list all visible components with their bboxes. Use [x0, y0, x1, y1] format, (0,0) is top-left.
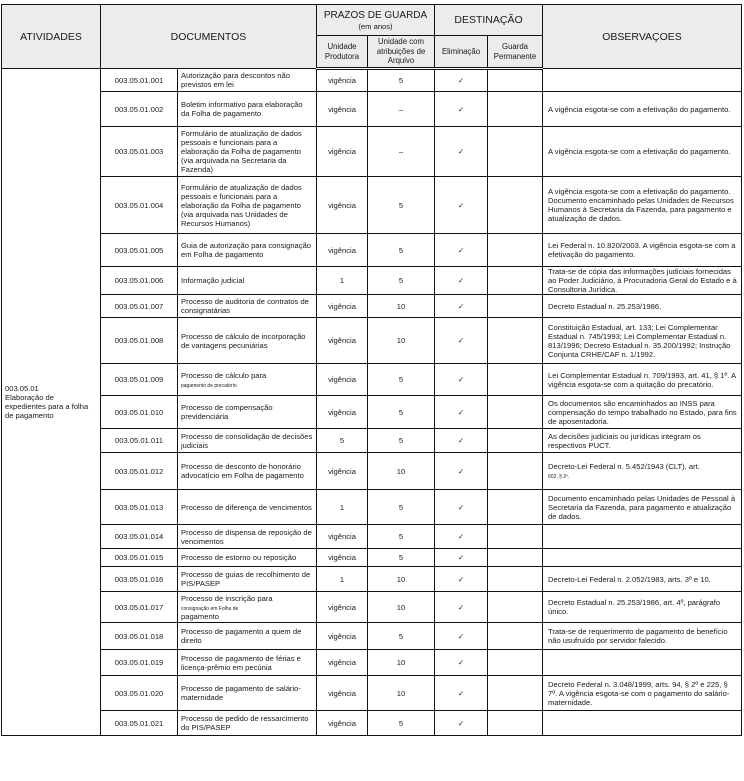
document-code: 003.05.01.021 [101, 711, 178, 736]
guarda-permanente [488, 396, 543, 429]
guarda-permanente [488, 177, 543, 234]
table-row [2, 429, 742, 453]
prazo-unidade-produtora: vigência [317, 676, 368, 711]
document-description [178, 623, 317, 650]
prazo-unidade-produtora: vigência [317, 592, 368, 623]
document-description [178, 177, 317, 234]
observacao [543, 429, 742, 453]
header-unidade-produtora: Unidade Produtora [317, 36, 368, 69]
check-icon-eliminacao: ✓ [435, 177, 488, 234]
observacao [543, 567, 742, 592]
observacao [543, 69, 742, 92]
observacao [543, 267, 742, 295]
guarda-permanente [488, 623, 543, 650]
activity-label: Elaboração de expedientes para a folha de pagamento [5, 393, 89, 420]
document-description [178, 711, 317, 736]
document-description-text: Processo de pagamento de salário-maternidade [181, 684, 301, 702]
document-description-small: pagamento de precatório [181, 382, 237, 389]
document-code: 003.05.01.007 [101, 295, 178, 318]
document-code: 003.05.01.011 [101, 429, 178, 453]
check-icon-eliminacao: ✓ [435, 396, 488, 429]
guarda-permanente [488, 127, 543, 177]
document-description-text: Processo de desconto de honorário advocatício em Folha de pagamento [181, 462, 304, 480]
table-header [2, 5, 742, 69]
guarda-permanente [488, 69, 543, 92]
document-description [178, 69, 317, 92]
prazo-unidade-produtora: 1 [317, 567, 368, 592]
check-icon-eliminacao: ✓ [435, 234, 488, 267]
check-icon-eliminacao: ✓ [435, 490, 488, 525]
document-code: 003.05.01.006 [101, 267, 178, 295]
document-description [178, 650, 317, 676]
prazo-unidade-arquivo: – [368, 92, 435, 127]
table-row [2, 711, 742, 736]
observacao [543, 525, 742, 549]
prazo-unidade-arquivo: 10 [368, 295, 435, 318]
check-icon-eliminacao: ✓ [435, 295, 488, 318]
check-icon-eliminacao: ✓ [435, 364, 488, 396]
table-row [2, 490, 742, 525]
observacao-text: Os documentos são encaminhados ao INSS para compensação do tempo trabalhado no Estado, para fins de aposentadoria. [548, 398, 737, 426]
document-code: 003.05.01.014 [101, 525, 178, 549]
guarda-permanente [488, 490, 543, 525]
prazo-unidade-arquivo: 10 [368, 567, 435, 592]
prazo-unidade-arquivo: 10 [368, 453, 435, 490]
header-documentos: DOCUMENTOS [101, 5, 317, 69]
check-icon-eliminacao: ✓ [435, 69, 488, 92]
prazo-unidade-produtora: 1 [317, 490, 368, 525]
document-code: 003.05.01.015 [101, 549, 178, 567]
document-description-after: pagamento [181, 611, 219, 621]
document-description-text: Processo de dispensa de reposição de vencimentos [181, 527, 312, 546]
observacao [543, 453, 742, 490]
check-icon-eliminacao: ✓ [435, 592, 488, 623]
document-description-text: Boletim informativo para elaboração da Folha de pagamento [181, 100, 303, 118]
table-row [2, 69, 742, 92]
document-code: 003.05.01.005 [101, 234, 178, 267]
observacao-text: A vigência esgota-se com a efetivação do pagamento. [548, 147, 731, 156]
observacao [543, 177, 742, 234]
table-row [2, 676, 742, 711]
table-body [2, 69, 742, 736]
table-row [2, 295, 742, 318]
prazo-unidade-produtora: vigência [317, 549, 368, 567]
observacao [543, 549, 742, 567]
document-description-text: Formulário de atualização de dados pessoais e funcionais para a elaboração da Folha de pagamento (via arquivada na Secretaria da Fazenda) [181, 129, 302, 174]
prazo-unidade-arquivo: 5 [368, 490, 435, 525]
check-icon-eliminacao: ✓ [435, 711, 488, 736]
prazo-unidade-arquivo: 5 [368, 549, 435, 567]
table-row [2, 567, 742, 592]
guarda-permanente [488, 453, 543, 490]
document-code: 003.05.01.016 [101, 567, 178, 592]
document-code: 003.05.01.018 [101, 623, 178, 650]
table-row [2, 127, 742, 177]
table-row [2, 623, 742, 650]
prazo-unidade-arquivo: 5 [368, 177, 435, 234]
document-code: 003.05.01.004 [101, 177, 178, 234]
document-description [178, 429, 317, 453]
observacao-text: Lei Federal n. 10.820/2003. A vigência esgota-se com a efetivação do pagamento. [548, 241, 736, 259]
observacao [543, 318, 742, 364]
table-row [2, 549, 742, 567]
document-code: 003.05.01.009 [101, 364, 178, 396]
temporality-table [1, 4, 742, 736]
observacao-small: 602, § 2º. [548, 474, 570, 480]
prazo-unidade-arquivo: 5 [368, 429, 435, 453]
document-description-text: Formulário de atualização de dados pessoais e funcionais para a elaboração da Folha de pagamento (via arquivada nas Unidades de Recursos Humanos) [181, 182, 302, 228]
document-code: 003.05.01.013 [101, 490, 178, 525]
prazo-unidade-arquivo: 5 [368, 69, 435, 92]
prazo-unidade-produtora: vigência [317, 453, 368, 490]
guarda-permanente [488, 267, 543, 295]
document-description [178, 318, 317, 364]
document-description [178, 490, 317, 525]
prazo-unidade-arquivo: 5 [368, 396, 435, 429]
check-icon-eliminacao: ✓ [435, 525, 488, 549]
observacao [543, 490, 742, 525]
document-code: 003.05.01.001 [101, 69, 178, 92]
table-row [2, 650, 742, 676]
observacao [543, 364, 742, 396]
document-description [178, 549, 317, 567]
prazo-unidade-produtora: vigência [317, 177, 368, 234]
check-icon-eliminacao: ✓ [435, 549, 488, 567]
observacao-text: Decreto Federal n. 3.048/1999, arts. 94, § 2º e 225, § 7º. A vigência esgota-se com o pagamento do salário-maternidade. [548, 679, 730, 707]
table-row [2, 453, 742, 490]
prazo-unidade-produtora: vigência [317, 318, 368, 364]
check-icon-eliminacao: ✓ [435, 623, 488, 650]
prazo-unidade-arquivo: 10 [368, 592, 435, 623]
document-description-text: Autorização para descontos não previstos em lei [181, 71, 290, 89]
observacao [543, 92, 742, 127]
header-prazos-sub: (em anos) [358, 21, 393, 31]
observacao [543, 592, 742, 623]
prazo-unidade-produtora: vigência [317, 69, 368, 92]
document-code: 003.05.01.010 [101, 396, 178, 429]
header-prazos-title: PRAZOS DE GUARDA [323, 9, 428, 21]
observacao [543, 676, 742, 711]
prazo-unidade-produtora: vigência [317, 396, 368, 429]
guarda-permanente [488, 429, 543, 453]
document-description-text: Processo de diferença de vencimentos [181, 502, 312, 512]
prazo-unidade-produtora: vigência [317, 711, 368, 736]
document-code: 003.05.01.017 [101, 592, 178, 623]
prazo-unidade-produtora: vigência [317, 92, 368, 127]
check-icon-eliminacao: ✓ [435, 429, 488, 453]
document-description-text: Processo de pagamento a quem de direito [181, 627, 302, 645]
observacao [543, 623, 742, 650]
table-row [2, 92, 742, 127]
header-eliminacao: Eliminação [435, 36, 488, 69]
prazo-unidade-produtora: vigência [317, 127, 368, 177]
observacao [543, 127, 742, 177]
document-description-text: Processo de cálculo de incorporação de vantagens pecuniárias [181, 331, 306, 350]
guarda-permanente [488, 567, 543, 592]
check-icon-eliminacao: ✓ [435, 127, 488, 177]
document-code: 003.05.01.020 [101, 676, 178, 711]
observacao-text: Lei Complementar Estadual n. 709/1993, art. 41, § 1º. A vigência esgota-se com a quitação do precatório. [548, 370, 736, 389]
observacao [543, 295, 742, 318]
guarda-permanente [488, 676, 543, 711]
header-unidade-arquivo: Unidade com atribuições de Arquivo [368, 36, 435, 69]
prazo-unidade-arquivo: 5 [368, 623, 435, 650]
prazo-unidade-arquivo: 5 [368, 525, 435, 549]
observacao [543, 234, 742, 267]
document-description-text: Guia de autorização para consignação em Folha de pagamento [181, 241, 312, 259]
table-row [2, 318, 742, 364]
document-description [178, 92, 317, 127]
guarda-permanente [488, 650, 543, 676]
prazo-unidade-arquivo: 5 [368, 711, 435, 736]
document-code: 003.05.01.012 [101, 453, 178, 490]
document-description-text: Processo de pagamento de férias e licença-prêmio em pecúnia [181, 653, 301, 672]
document-description [178, 127, 317, 177]
document-description [178, 267, 317, 295]
observacao [543, 396, 742, 429]
header-atividades: ATIVIDADES [2, 5, 101, 69]
document-description [178, 525, 317, 549]
guarda-permanente [488, 234, 543, 267]
document-description [178, 453, 317, 490]
observacao-text: Trata-se de requerimento de pagamento de benefício não usufruído por servidor falecido. [548, 627, 728, 645]
prazo-unidade-produtora: 5 [317, 429, 368, 453]
activity-cell [2, 69, 101, 736]
document-description-text: Processo de inscrição para [181, 593, 273, 603]
header-observacoes: OBSERVAÇOES [543, 5, 742, 69]
prazo-unidade-produtora: vigência [317, 650, 368, 676]
guarda-permanente [488, 92, 543, 127]
document-description [178, 592, 317, 623]
document-description-text: Processo de pedido de ressarcimento do PIS/PASEP [181, 714, 309, 732]
prazo-unidade-arquivo: 5 [368, 364, 435, 396]
document-description [178, 396, 317, 429]
document-description-text: Processo de estorno ou reposição [181, 553, 297, 562]
observacao [543, 711, 742, 736]
check-icon-eliminacao: ✓ [435, 453, 488, 490]
prazo-unidade-arquivo: 5 [368, 267, 435, 295]
observacao-text: A vigência esgota-se com a efetivação do pagamento. Documento encaminhado pelas Unidades de Recursos Humanos à Secretaria da Fazenda, para pagamento e atualização de dados. [548, 187, 734, 223]
header-prazos [317, 5, 435, 36]
header-destinacao: DESTINAÇÃO [435, 5, 543, 36]
prazo-unidade-produtora: vigência [317, 525, 368, 549]
observacao-text: As decisões judiciais ou jurídicas integram os respectivos PUCT. [548, 431, 701, 450]
guarda-permanente [488, 549, 543, 567]
document-description [178, 567, 317, 592]
table-row [2, 525, 742, 549]
table-row [2, 592, 742, 623]
document-code: 003.05.01.003 [101, 127, 178, 177]
document-description [178, 676, 317, 711]
observacao-text: Decreto Estadual n. 25.253/1986, art. 4º, parágrafo único. [548, 598, 721, 616]
document-description-small: consignação em Folha de [181, 605, 239, 612]
check-icon-eliminacao: ✓ [435, 567, 488, 592]
document-description-text: Processo de guias de recolhimento de PIS/PASEP [181, 570, 311, 588]
observacao-text: Constituição Estadual, art. 133; Lei Complementar Estadual n. 745/1993; Lei Complementar Estadual n. 813/1996; Decreto Estadual n. 35.200/1992; Instrução Conjunta CRHE/CAF n. 1/1992. [548, 322, 731, 359]
observacao-text: Decreto-Lei Federal n. 5.452/1943 (CLT), art. [548, 462, 700, 471]
prazo-unidade-arquivo: – [368, 127, 435, 177]
check-icon-eliminacao: ✓ [435, 650, 488, 676]
prazo-unidade-produtora: vigência [317, 234, 368, 267]
prazo-unidade-produtora: 1 [317, 267, 368, 295]
guarda-permanente [488, 711, 543, 736]
observacao-text: A vigência esgota-se com a efetivação do pagamento. [548, 104, 731, 114]
table-row [2, 396, 742, 429]
prazo-unidade-produtora: vigência [317, 295, 368, 318]
document-code: 003.05.01.019 [101, 650, 178, 676]
prazo-unidade-arquivo: 10 [368, 650, 435, 676]
guarda-permanente [488, 318, 543, 364]
guarda-permanente [488, 525, 543, 549]
guarda-permanente [488, 295, 543, 318]
document-description [178, 364, 317, 396]
document-description [178, 295, 317, 318]
check-icon-eliminacao: ✓ [435, 92, 488, 127]
table-row [2, 234, 742, 267]
observacao-text: Decreto-Lei Federal n. 2.052/1983, arts. 3º e 10. [548, 574, 711, 584]
observacao-text: Trata-se de cópia das informações judiciais fornecidas ao Poder Judiciário, à Procuradoria Geral do Estado e à Consultoria Jurídica. [548, 267, 737, 294]
document-description-text: Processo de consolidação de decisões judiciais [181, 431, 313, 450]
document-code: 003.05.01.002 [101, 92, 178, 127]
prazo-unidade-produtora: vigência [317, 623, 368, 650]
check-icon-eliminacao: ✓ [435, 318, 488, 364]
document-description-text: Processo de auditoria de contratos de consignatárias [181, 297, 309, 315]
guarda-permanente [488, 364, 543, 396]
activity-code: 003.05.01 [5, 384, 39, 393]
document-description-text: Processo de cálculo para [181, 370, 267, 380]
prazo-unidade-arquivo: 10 [368, 676, 435, 711]
check-icon-eliminacao: ✓ [435, 267, 488, 295]
observacao-text: Decreto Estadual n. 25.253/1986. [548, 301, 662, 311]
check-icon-eliminacao: ✓ [435, 676, 488, 711]
guarda-permanente [488, 592, 543, 623]
document-code: 003.05.01.008 [101, 318, 178, 364]
table-row [2, 364, 742, 396]
table-row [2, 177, 742, 234]
observacao-text: Documento encaminhado pelas Unidades de Pessoal à Secretaria da Fazenda, para pagamento e atualização de dados. [548, 493, 736, 521]
document-description-text: Processo de compensação previdenciária [181, 403, 273, 421]
document-description [178, 234, 317, 267]
observacao [543, 650, 742, 676]
header-guarda-permanente: Guarda Permanente [488, 36, 543, 69]
prazo-unidade-arquivo: 5 [368, 234, 435, 267]
prazo-unidade-arquivo: 10 [368, 318, 435, 364]
prazo-unidade-produtora: vigência [317, 364, 368, 396]
table-row [2, 267, 742, 295]
document-description-text: Informação judicial [181, 276, 245, 285]
